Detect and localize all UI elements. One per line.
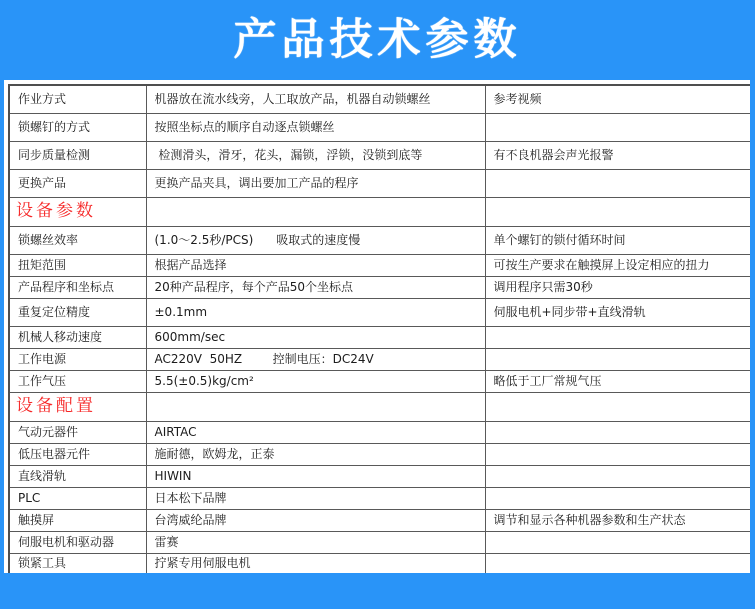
footer-bar xyxy=(0,573,755,609)
table-row xyxy=(9,85,750,113)
param-label: 更换产品 xyxy=(9,169,146,197)
param-note xyxy=(485,531,750,553)
param-label: 直线滑轨 xyxy=(9,465,146,487)
param-label: PLC xyxy=(9,487,146,509)
header-banner xyxy=(0,0,755,80)
param-note xyxy=(485,553,750,573)
section-title: 设备配置 xyxy=(9,392,146,421)
table-row xyxy=(9,443,750,465)
content-area xyxy=(4,80,750,573)
param-note xyxy=(485,348,750,370)
param-value: 按照坐标点的顺序自动逐点锁螺丝 xyxy=(146,113,485,141)
param-label: 锁螺丝效率 xyxy=(9,226,146,254)
param-value: AIRTAC xyxy=(146,421,485,443)
param-label: 气动元器件 xyxy=(9,421,146,443)
param-value: ±0.1mm xyxy=(146,298,485,326)
param-value: 600mm/sec xyxy=(146,326,485,348)
section-row xyxy=(9,392,750,421)
param-value xyxy=(146,197,485,226)
param-value: 5.5(±0.5)kg/cm² xyxy=(146,370,485,392)
param-value: 更换产品夹具，调出要加工产品的程序 xyxy=(146,169,485,197)
param-label: 工作气压 xyxy=(9,370,146,392)
table-row xyxy=(9,487,750,509)
table-row xyxy=(9,226,750,254)
param-note xyxy=(485,169,750,197)
param-label: 锁紧工具 xyxy=(9,553,146,573)
table-row xyxy=(9,370,750,392)
param-note: 略低于工厂常规气压 xyxy=(485,370,750,392)
param-label: 产品程序和坐标点 xyxy=(9,276,146,298)
section-title: 设备参数 xyxy=(9,197,146,226)
spec-table xyxy=(8,84,750,573)
param-note xyxy=(485,465,750,487)
param-note: 调节和显示各种机器参数和生产状态 xyxy=(485,509,750,531)
table-row xyxy=(9,141,750,169)
param-note xyxy=(485,487,750,509)
table-row xyxy=(9,113,750,141)
param-note: 伺服电机+同步带+直线滑轨 xyxy=(485,298,750,326)
table-row xyxy=(9,421,750,443)
param-value: HIWIN xyxy=(146,465,485,487)
param-note: 调用程序只需30秒 xyxy=(485,276,750,298)
param-label: 机械人移动速度 xyxy=(9,326,146,348)
param-note: 参考视频 xyxy=(485,85,750,113)
table-row xyxy=(9,326,750,348)
param-label: 同步质量检测 xyxy=(9,141,146,169)
param-value: AC220V 50HZ 控制电压：DC24V xyxy=(146,348,485,370)
param-note xyxy=(485,326,750,348)
param-value: 检测滑头，滑牙，花头，漏锁，浮锁，没锁到底等 xyxy=(146,141,485,169)
param-value: 日本松下品牌 xyxy=(146,487,485,509)
param-note xyxy=(485,443,750,465)
param-note xyxy=(485,197,750,226)
table-row xyxy=(9,465,750,487)
param-label: 作业方式 xyxy=(9,85,146,113)
param-label: 低压电器元件 xyxy=(9,443,146,465)
section-row xyxy=(9,197,750,226)
param-note xyxy=(485,113,750,141)
param-value: (1.0～2.5秒/PCS) 吸取式的速度慢 xyxy=(146,226,485,254)
table-row xyxy=(9,298,750,326)
table-row xyxy=(9,531,750,553)
param-note: 可按生产要求在触摸屏上设定相应的扭力 xyxy=(485,254,750,276)
param-note: 单个螺钉的锁付循环时间 xyxy=(485,226,750,254)
param-value xyxy=(146,392,485,421)
table-row xyxy=(9,348,750,370)
param-value: 20种产品程序，每个产品50个坐标点 xyxy=(146,276,485,298)
param-value: 拧紧专用伺服电机 xyxy=(146,553,485,573)
param-label: 伺服电机和驱动器 xyxy=(9,531,146,553)
param-label: 重复定位精度 xyxy=(9,298,146,326)
table-row xyxy=(9,276,750,298)
param-value: 机器放在流水线旁，人工取放产品，机器自动锁螺丝 xyxy=(146,85,485,113)
param-value: 台湾威纶品牌 xyxy=(146,509,485,531)
param-value: 雷赛 xyxy=(146,531,485,553)
param-label: 触摸屏 xyxy=(9,509,146,531)
table-row xyxy=(9,553,750,573)
param-label: 扭矩范围 xyxy=(9,254,146,276)
table-row xyxy=(9,509,750,531)
param-label: 工作电源 xyxy=(9,348,146,370)
param-label: 锁螺钉的方式 xyxy=(9,113,146,141)
param-value: 根据产品选择 xyxy=(146,254,485,276)
param-note xyxy=(485,421,750,443)
page-title: 产品技术参数 xyxy=(233,14,522,65)
param-value: 施耐德，欧姆龙，正泰 xyxy=(146,443,485,465)
param-note: 有不良机器会声光报警 xyxy=(485,141,750,169)
param-note xyxy=(485,392,750,421)
table-row xyxy=(9,169,750,197)
table-row xyxy=(9,254,750,276)
